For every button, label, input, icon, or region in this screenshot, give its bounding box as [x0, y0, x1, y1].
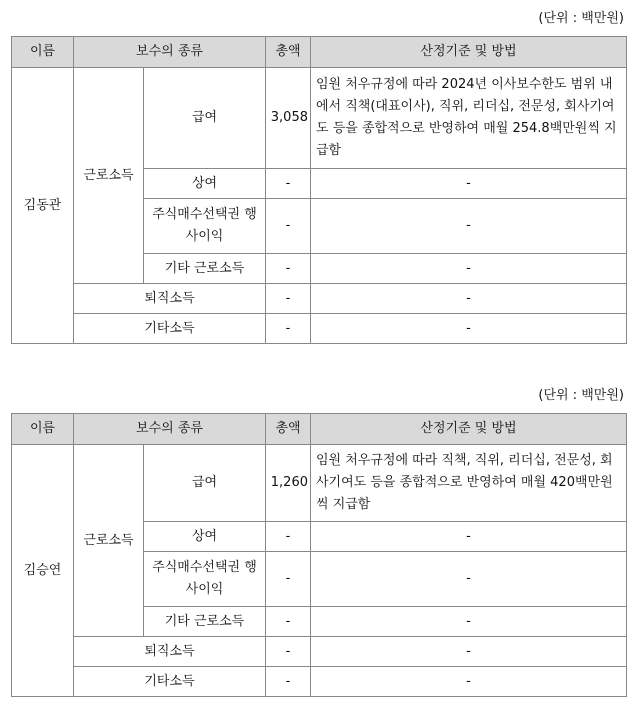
total-amount: - — [266, 254, 311, 284]
basis-text: - — [311, 607, 627, 637]
total-amount: - — [266, 607, 311, 637]
header-name: 이름 — [12, 37, 74, 68]
unit-label: (단위 : 백만원) — [538, 388, 624, 403]
table-row — [12, 284, 627, 314]
comp-type: 급여 — [144, 445, 266, 522]
unit-label: (단위 : 백만원) — [538, 11, 624, 26]
header-row — [12, 414, 627, 445]
comp-type: 기타 근로소득 — [144, 607, 266, 637]
header-basis: 산정기준 및 방법 — [311, 37, 627, 68]
table-row — [12, 314, 627, 344]
total-amount: - — [266, 199, 311, 254]
basis-text: - — [311, 667, 627, 697]
total-amount: - — [266, 552, 311, 607]
total-amount: - — [266, 522, 311, 552]
basis-text: - — [311, 314, 627, 344]
header-type: 보수의 종류 — [74, 414, 266, 445]
basis-text: - — [311, 199, 627, 254]
person-name: 김승연 — [12, 445, 74, 697]
total-amount: - — [266, 637, 311, 667]
total-amount: 1,260 — [266, 445, 311, 522]
basis-text: - — [311, 169, 627, 199]
compensation-table-1 — [11, 36, 627, 344]
basis-text: 임원 처우규정에 따라 직책, 직위, 리더십, 전문성, 회사기여도 등을 종합적으로 반영하여 매월 420백만원씩 지급함 — [311, 445, 627, 522]
comp-type: 급여 — [144, 68, 266, 169]
total-amount: - — [266, 169, 311, 199]
group-label: 근로소득 — [74, 445, 144, 637]
comp-type: 기타 근로소득 — [144, 254, 266, 284]
comp-type: 기타소득 — [74, 314, 266, 344]
header-total: 총액 — [266, 37, 311, 68]
basis-text: - — [311, 552, 627, 607]
header-name: 이름 — [12, 414, 74, 445]
header-total: 총액 — [266, 414, 311, 445]
basis-text: - — [311, 254, 627, 284]
compensation-table-2 — [11, 413, 627, 697]
group-label: 근로소득 — [74, 68, 144, 284]
comp-type: 퇴직소득 — [74, 637, 266, 667]
basis-text: 임원 처우규정에 따라 2024년 이사보수한도 범위 내에서 직책(대표이사), 직위, 리더십, 전문성, 회사기여도 등을 종합적으로 반영하여 매월 254.8백만원씩 지급함 — [311, 68, 627, 169]
basis-text: - — [311, 522, 627, 552]
header-basis: 산정기준 및 방법 — [311, 414, 627, 445]
table-row — [12, 667, 627, 697]
table-row — [12, 68, 627, 169]
table-row — [12, 637, 627, 667]
comp-type: 주식매수선택권 행사이익 — [144, 552, 266, 607]
comp-type: 주식매수선택권 행사이익 — [144, 199, 266, 254]
comp-type: 기타소득 — [74, 667, 266, 697]
total-amount: 3,058 — [266, 68, 311, 169]
person-name: 김동관 — [12, 68, 74, 344]
total-amount: - — [266, 667, 311, 697]
comp-type: 퇴직소득 — [74, 284, 266, 314]
table-row — [12, 445, 627, 522]
comp-type: 상여 — [144, 522, 266, 552]
header-type: 보수의 종류 — [74, 37, 266, 68]
total-amount: - — [266, 314, 311, 344]
total-amount: - — [266, 284, 311, 314]
comp-type: 상여 — [144, 169, 266, 199]
basis-text: - — [311, 637, 627, 667]
basis-text: - — [311, 284, 627, 314]
header-row — [12, 37, 627, 68]
